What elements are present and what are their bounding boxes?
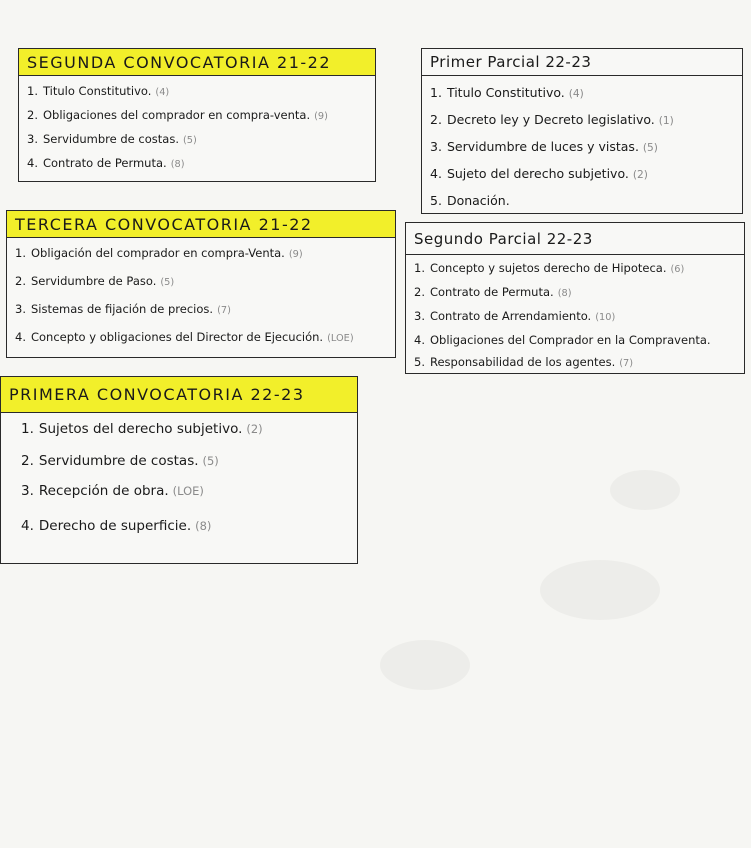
item-number: 2. — [15, 274, 26, 288]
box-title: Primer Parcial 22-23 — [422, 49, 742, 76]
list-item — [430, 134, 742, 161]
item-ref: (2) — [246, 422, 263, 436]
list-item — [430, 80, 742, 107]
item-number: 3. — [15, 302, 26, 316]
item-ref: (LOE) — [172, 484, 204, 498]
item-number: 2. — [414, 285, 425, 299]
topic-list — [7, 238, 395, 352]
item-ref: (9) — [288, 249, 303, 260]
item-text: Servidumbre de costas. — [42, 132, 179, 146]
list-item — [15, 296, 395, 324]
item-ref: (6) — [670, 264, 685, 275]
list-item — [27, 128, 375, 152]
item-ref: (5) — [642, 141, 658, 154]
list-item — [21, 506, 357, 546]
item-number: 5. — [414, 355, 425, 369]
item-number: 3. — [430, 139, 442, 154]
list-item — [15, 268, 395, 296]
item-text: Servidumbre de Paso. — [30, 274, 157, 288]
item-text: Responsabilidad de los agentes. — [429, 355, 616, 369]
item-text: Titulo Constitutivo. — [42, 84, 152, 98]
item-text: Concepto y sujetos derecho de Hipoteca. — [429, 261, 667, 275]
item-number: 2. — [27, 108, 38, 122]
item-number: 4. — [15, 330, 26, 344]
item-ref: (7) — [619, 358, 634, 369]
item-ref: (5) — [160, 277, 175, 288]
item-number: 1. — [430, 85, 442, 100]
segunda-convocatoria-21-22-box — [18, 48, 376, 182]
list-item — [414, 351, 744, 375]
item-ref: (5) — [202, 454, 219, 468]
list-item — [430, 107, 742, 134]
item-number: 1. — [414, 261, 425, 275]
item-number: 4. — [430, 166, 442, 181]
list-item — [15, 324, 395, 352]
item-ref: (9) — [314, 111, 328, 122]
item-text: Contrato de Permuta. — [429, 285, 554, 299]
box-title: TERCERA CONVOCATORIA 21-22 — [7, 211, 395, 238]
primer-parcial-22-23-box — [421, 48, 743, 214]
list-item — [21, 476, 357, 506]
list-item — [430, 188, 742, 214]
item-number: 4. — [21, 518, 34, 534]
box-title: Segundo Parcial 22-23 — [406, 223, 744, 255]
primera-convocatoria-22-23-box — [0, 376, 358, 564]
item-number: 1. — [27, 84, 38, 98]
item-text: Derecho de superficie. — [38, 518, 192, 534]
box-title: SEGUNDA CONVOCATORIA 21-22 — [19, 49, 375, 76]
item-text: Recepción de obra. — [38, 483, 169, 499]
item-ref: (10) — [595, 312, 616, 323]
item-ref: (4) — [155, 87, 170, 98]
item-text: Sujeto del derecho subjetivo. — [446, 166, 629, 181]
paper-stain — [380, 640, 470, 690]
paper-stain — [540, 560, 660, 620]
item-text: Titulo Constitutivo. — [446, 85, 565, 100]
list-item — [27, 104, 375, 128]
tercera-convocatoria-21-22-box — [6, 210, 396, 358]
item-text: Contrato de Permuta. — [42, 156, 167, 170]
item-text: Obligaciones del comprador en compra-venta. — [42, 108, 311, 122]
item-ref: (8) — [195, 519, 212, 533]
list-item — [414, 257, 744, 281]
item-ref: (8) — [170, 159, 185, 170]
item-ref: (LOE) — [327, 333, 354, 344]
list-item — [414, 329, 744, 351]
item-ref: (8) — [557, 288, 572, 299]
item-ref: (7) — [217, 305, 231, 316]
list-item — [15, 240, 395, 268]
item-ref: (5) — [182, 135, 197, 146]
list-item — [21, 446, 357, 476]
item-number: 3. — [21, 483, 34, 499]
item-number: 5. — [430, 193, 442, 208]
list-item — [27, 80, 375, 104]
topic-list — [19, 76, 375, 176]
paper-stain — [610, 470, 680, 510]
list-item — [430, 161, 742, 188]
item-text: Donación. — [446, 193, 510, 208]
topic-list — [1, 413, 357, 546]
item-number: 4. — [27, 156, 38, 170]
segundo-parcial-22-23-box — [405, 222, 745, 374]
item-text: Obligaciones del Comprador en la Compraventa. — [429, 333, 711, 347]
list-item — [27, 152, 375, 176]
list-item — [414, 305, 744, 329]
item-text: Obligación del comprador en compra-Venta. — [30, 246, 285, 260]
item-number: 2. — [430, 112, 442, 127]
box-title: PRIMERA CONVOCATORIA 22-23 — [1, 377, 357, 413]
item-text: Servidumbre de luces y vistas. — [446, 139, 639, 154]
item-number: 4. — [414, 333, 425, 347]
item-ref: (4) — [568, 87, 584, 100]
item-number: 3. — [414, 309, 425, 323]
topic-list — [406, 255, 744, 375]
item-number: 3. — [27, 132, 38, 146]
item-text: Sujetos del derecho subjetivo. — [38, 421, 243, 437]
item-text: Concepto y obligaciones del Director de Ejecución. — [30, 330, 324, 344]
item-ref: (2) — [632, 168, 648, 181]
item-text: Decreto ley y Decreto legislativo. — [446, 112, 655, 127]
item-text: Sistemas de fijación de precios. — [30, 302, 214, 316]
item-number: 2. — [21, 453, 34, 469]
item-number: 1. — [15, 246, 26, 260]
item-ref: (1) — [658, 114, 674, 127]
list-item — [414, 281, 744, 305]
topic-list — [422, 76, 742, 214]
item-text: Contrato de Arrendamiento. — [429, 309, 592, 323]
list-item — [21, 413, 357, 446]
item-number: 1. — [21, 421, 34, 437]
item-text: Servidumbre de costas. — [38, 453, 199, 469]
